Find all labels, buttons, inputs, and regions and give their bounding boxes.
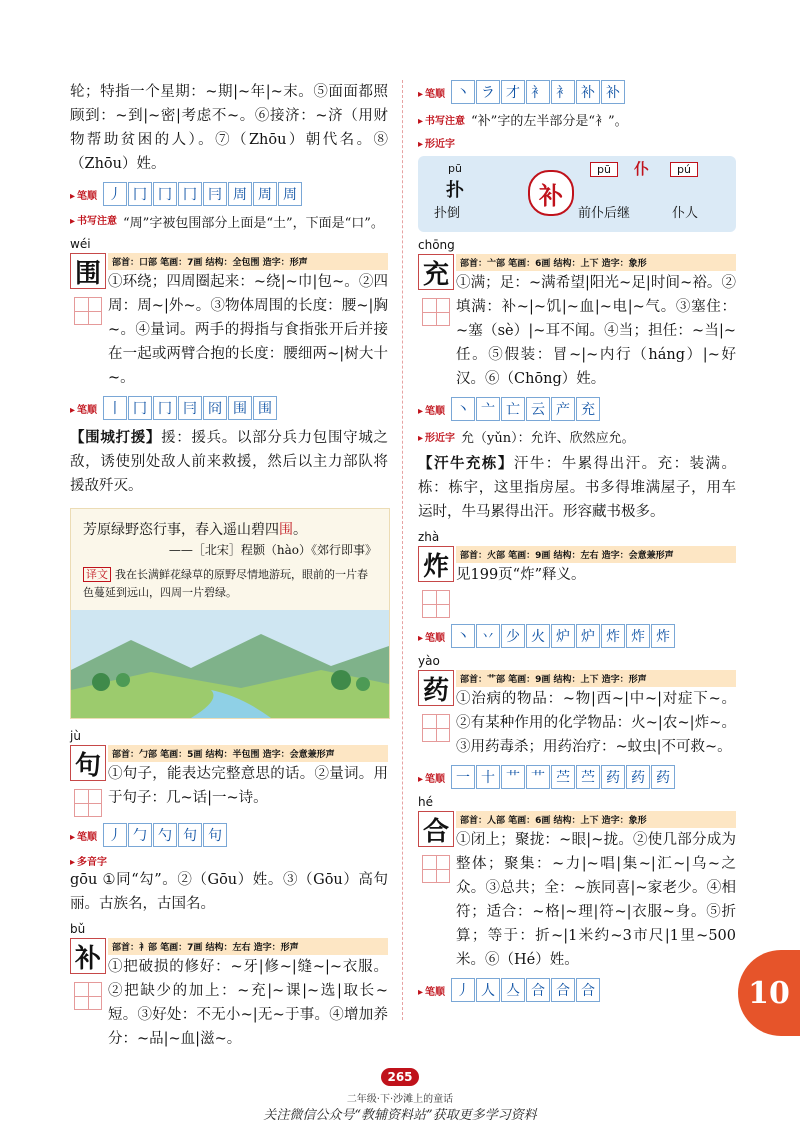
- practice-grid: [422, 298, 450, 326]
- sim-mid-pinyin: pū: [590, 162, 618, 177]
- char-meta: 部首：亠部 笔画：6画 结构：上下 造字：象形: [456, 254, 736, 271]
- zhou-stroke-order: [70, 182, 388, 206]
- stroke-step: 亼: [501, 978, 525, 1002]
- bu-stroke-order: [418, 80, 736, 104]
- poem-highlight: 围: [279, 522, 293, 538]
- stroke-order-label: ▸ 笔顺: [70, 828, 97, 843]
- headword: 充: [418, 254, 454, 290]
- stroke-step: 丿: [103, 182, 127, 206]
- entry-zha: [418, 530, 736, 618]
- column-divider: [402, 80, 403, 1020]
- zhou-writing-note: [70, 212, 388, 231]
- pinyin: chōng: [418, 238, 455, 252]
- stroke-step: 补: [576, 80, 600, 104]
- zha-stroke-order: [418, 624, 736, 648]
- stroke-step: 苎: [551, 765, 575, 789]
- idiom-title: 【围城打援】: [70, 429, 162, 446]
- stroke-step: 冂: [153, 182, 177, 206]
- stroke-step: 一: [451, 765, 475, 789]
- stroke-step: 充: [576, 397, 600, 421]
- footer-book-title: 二年级·下·沙滩上的童话: [346, 1094, 454, 1105]
- headword: 围: [70, 253, 106, 289]
- writing-note-label: ▸ 书写注意: [70, 212, 117, 227]
- stroke-step: 句: [203, 823, 227, 847]
- pinyin: jù: [70, 729, 81, 743]
- stroke-boxes: [451, 765, 676, 789]
- stroke-step: 丶: [451, 397, 475, 421]
- stroke-step: 衤: [526, 80, 550, 104]
- practice-grid: [422, 714, 450, 742]
- stroke-step: 句: [178, 823, 202, 847]
- stroke-step: 人: [476, 978, 500, 1002]
- poem-box: [70, 508, 390, 719]
- stroke-order-label: ▸ 笔顺: [70, 187, 97, 202]
- idiom-text: 汗牛：牛累得出汗。充：装满。栋：栋宇，这里指房屋。书多得堆满屋子，用车运时，牛马累得出汗。形容藏书极多。: [418, 456, 737, 520]
- idiom-wei: [70, 426, 388, 498]
- poem-translation: 译文 我在长满鲜花绿草的原野尽情地游玩，眼前的一片春色蔓延到远山，四周一片碧绿。: [83, 568, 368, 599]
- yao-stroke-order: [418, 765, 736, 789]
- stroke-step: 丿: [103, 823, 127, 847]
- zhou-definition-continued: 轮；特指一个星期：~期|~年|~末。⑤面面都照顾到：~到|~密|考虑不~。⑥接济：~济（用财物帮助贫困的人）。⑦（Zhōu）朝代名。⑧（Zhōu）姓。: [70, 84, 388, 172]
- headword: 药: [418, 670, 454, 706]
- practice-grid: [422, 855, 450, 883]
- right-column: [418, 80, 736, 1008]
- page-number: 265: [0, 1066, 800, 1086]
- stroke-step: 周: [253, 182, 277, 206]
- pinyin: wéi: [70, 237, 91, 251]
- writing-note-text: “周”字被包围部分上面是“土”，下面是“口”。: [123, 216, 384, 231]
- practice-grid: [74, 789, 102, 817]
- ju-polyphone: [70, 853, 388, 868]
- polyphone-text: gōu ①同“勾”。②（Gōu）姓。③（Gōu）高句丽。古族名，古国名。: [70, 872, 388, 912]
- stroke-step: 冂: [153, 396, 177, 420]
- practice-grid: [74, 297, 102, 325]
- stroke-step: 亡: [501, 397, 525, 421]
- stroke-step: 勹: [128, 823, 152, 847]
- ju-stroke-order: [70, 823, 388, 847]
- footer-notice: 关注微信公众号“教辅资料站”获取更多学习资料: [263, 1108, 537, 1123]
- stroke-step: 衤: [551, 80, 575, 104]
- idiom-chong: [418, 452, 736, 524]
- pinyin: zhà: [418, 530, 440, 544]
- stroke-step: 丶: [451, 80, 475, 104]
- stroke-order-label: ▸ 笔顺: [418, 85, 445, 100]
- stroke-step: 丨: [103, 396, 127, 420]
- pinyin: hé: [418, 795, 433, 809]
- char-meta: 部首：勹部 笔画：5画 结构：半包围 造字：会意兼形声: [108, 745, 388, 762]
- landscape-illustration: [71, 610, 389, 718]
- stroke-step: 冃: [178, 396, 202, 420]
- stroke-step: 冂: [128, 182, 152, 206]
- practice-grid: [74, 982, 102, 1010]
- stroke-boxes: [103, 396, 278, 420]
- stroke-step: 药: [601, 765, 625, 789]
- stroke-order-label: ▸ 笔顺: [418, 402, 445, 417]
- definition: 见199页“炸”释义。: [456, 567, 586, 583]
- entry-ju: [70, 729, 388, 817]
- stroke-step: 才: [501, 80, 525, 104]
- definition: ①治病的物品：~物|西~|中~|对症下~。②有某种作用的化学物品：火~|农~|炸~。③用药毒杀；用药治疗：~蚊虫|不可救~。: [456, 691, 736, 755]
- stroke-step: 冃: [203, 182, 227, 206]
- stroke-step: 艹: [501, 765, 525, 789]
- definition: ①满；足：~满希望|阳光~足|时间~裕。②填满：补~|~饥|~血|~电|~气。③塞住：~塞（sè）|~耳不闻。④当；担任：~当|~任。⑤假装：冒~|~内行（háng）|~好汉。⑥（Chōng）姓。: [456, 275, 736, 387]
- similar-char-text: 允（yǔn）：允许、欣然应允。: [461, 431, 635, 446]
- similar-char-diagram: [418, 156, 736, 232]
- chapter-tab[interactable]: 10: [738, 950, 800, 1036]
- stroke-step: 补: [601, 80, 625, 104]
- entry-he: [418, 795, 736, 972]
- stroke-step: 药: [651, 765, 675, 789]
- headword: 合: [418, 811, 454, 847]
- practice-grid: [422, 590, 450, 618]
- stroke-boxes: [103, 182, 303, 206]
- stroke-order-label: ▸ 笔顺: [70, 401, 97, 416]
- stroke-step: 冏: [203, 396, 227, 420]
- char-meta: 部首：口部 笔画：7画 结构：全包围 造字：形声: [108, 253, 388, 270]
- sim-left-word: 扑倒: [434, 206, 461, 221]
- stroke-step: 炸: [601, 624, 625, 648]
- sim-center-char: 补: [528, 170, 574, 216]
- stroke-step: 合: [576, 978, 600, 1002]
- writing-note-label: ▸ 书写注意: [418, 112, 465, 127]
- idiom-title: 【汗牛充栋】: [418, 455, 514, 472]
- stroke-step: 丿: [451, 978, 475, 1002]
- stroke-step: 冂: [178, 182, 202, 206]
- definition: ①环绕；四周圈起来：~绕|~巾|包~。②四周：周~|外~。③物体周围的长度：腰~|胸~。④量词。两手的拇指与食指张开后并接在一起或两臂合抱的长度：腰细两~|树大十~。: [108, 274, 388, 386]
- stroke-step: 丷: [476, 624, 500, 648]
- sim-left-pinyin: pū: [448, 162, 462, 175]
- stroke-boxes: [451, 80, 626, 104]
- pinyin: yào: [418, 654, 440, 668]
- stroke-step: 周: [278, 182, 302, 206]
- char-meta: 部首：火部 笔画：9画 结构：左右 造字：会意兼形声: [456, 546, 736, 563]
- sim-mid-char: 仆: [634, 160, 650, 178]
- entry-yao: [418, 654, 736, 759]
- chong-similar: [418, 427, 736, 446]
- stroke-step: 火: [526, 624, 550, 648]
- similar-char-label: ▸ 形近字: [418, 429, 455, 444]
- stroke-step: 冂: [128, 396, 152, 420]
- stroke-boxes: [451, 397, 601, 421]
- headword: 补: [70, 938, 106, 974]
- stroke-step: 炸: [651, 624, 675, 648]
- sim-right-word: 仆人: [672, 206, 699, 221]
- polyphone-label: ▸ 多音字: [70, 853, 107, 868]
- char-meta: 部首：衤部 笔画：7画 结构：左右 造字：形声: [108, 938, 388, 955]
- stroke-step: 炸: [626, 624, 650, 648]
- stroke-step: ラ: [476, 80, 500, 104]
- he-stroke-order: [418, 978, 736, 1002]
- pinyin: bǔ: [70, 922, 86, 936]
- bu-writing-note: [418, 110, 736, 129]
- stroke-order-label: ▸ 笔顺: [418, 629, 445, 644]
- stroke-boxes: [451, 624, 676, 648]
- stroke-order-label: ▸ 笔顺: [418, 770, 445, 785]
- idiom-text: 援：援兵。以部分兵力包围守城之敌，诱使别处敌人前来救援，然后以主力部队将援敌歼灭。: [70, 430, 389, 494]
- stroke-step: 合: [551, 978, 575, 1002]
- entry-wei: [70, 237, 388, 390]
- stroke-step: 艹: [526, 765, 550, 789]
- poem-line: 芳原绿野恣行事，春入遥山碧四围。: [83, 522, 307, 538]
- wei-stroke-order: [70, 396, 388, 420]
- stroke-step: 炉: [576, 624, 600, 648]
- stroke-step: 苎: [576, 765, 600, 789]
- stroke-step: 周: [228, 182, 252, 206]
- stroke-step: 丶: [451, 624, 475, 648]
- char-meta: 部首：人部 笔画：6画 结构：上下 造字：象形: [456, 811, 736, 828]
- stroke-step: 少: [501, 624, 525, 648]
- stroke-boxes: [103, 823, 228, 847]
- stroke-step: 合: [526, 978, 550, 1002]
- stroke-step: 围: [253, 396, 277, 420]
- chong-stroke-order: [418, 397, 736, 421]
- headword: 炸: [418, 546, 454, 582]
- similar-char-label: ▸ 形近字: [418, 135, 455, 150]
- stroke-step: 炉: [551, 624, 575, 648]
- entry-chong: [418, 238, 736, 391]
- translation-label: 译文: [83, 567, 111, 582]
- bu-similar-label-row: [418, 135, 736, 150]
- stroke-order-label: ▸ 笔顺: [418, 983, 445, 998]
- stroke-step: 药: [626, 765, 650, 789]
- stroke-boxes: [451, 978, 601, 1002]
- sim-mid-word: 前仆后继: [578, 206, 631, 221]
- stroke-step: 十: [476, 765, 500, 789]
- stroke-step: 亠: [476, 397, 500, 421]
- entry-bu: [70, 922, 388, 1051]
- definition: ①把破损的修好：~牙|修~|缝~|~衣服。②把缺少的加上：~充|~课|~选|取长~短。③好处：不无小~|无~于事。④增加养分：~品|~血|滋~。: [108, 959, 388, 1047]
- sim-right-pinyin: pú: [670, 162, 698, 177]
- headword: 句: [70, 745, 106, 781]
- stroke-step: 产: [551, 397, 575, 421]
- definition: ①句子，能表达完整意思的话。②量词。用于句子：几~话|一~诗。: [108, 766, 388, 806]
- left-column: [70, 80, 388, 1051]
- sim-left-char: 扑: [446, 180, 464, 201]
- writing-note-text: “补”字的左半部分是“衤”。: [471, 114, 628, 129]
- definition: ①闭上；聚拢：~眼|~拢。②使几部分成为整体；聚集：~力|~唱|集~|汇~|乌~之众。③总共；全：~族同喜|~家老少。④相符；适合：~格|~理|符~|衣服~身。⑤折算；等于：折~|1米约~3市尺|1里~500米。⑥（Hé）姓。: [456, 832, 736, 968]
- char-meta: 部首：艹部 笔画：9画 结构：上下 造字：形声: [456, 670, 736, 687]
- stroke-step: 围: [228, 396, 252, 420]
- stroke-step: 勺: [153, 823, 177, 847]
- stroke-step: 云: [526, 397, 550, 421]
- poem-source: ——［北宋］程颢（hào）《郊行即事》: [168, 543, 377, 557]
